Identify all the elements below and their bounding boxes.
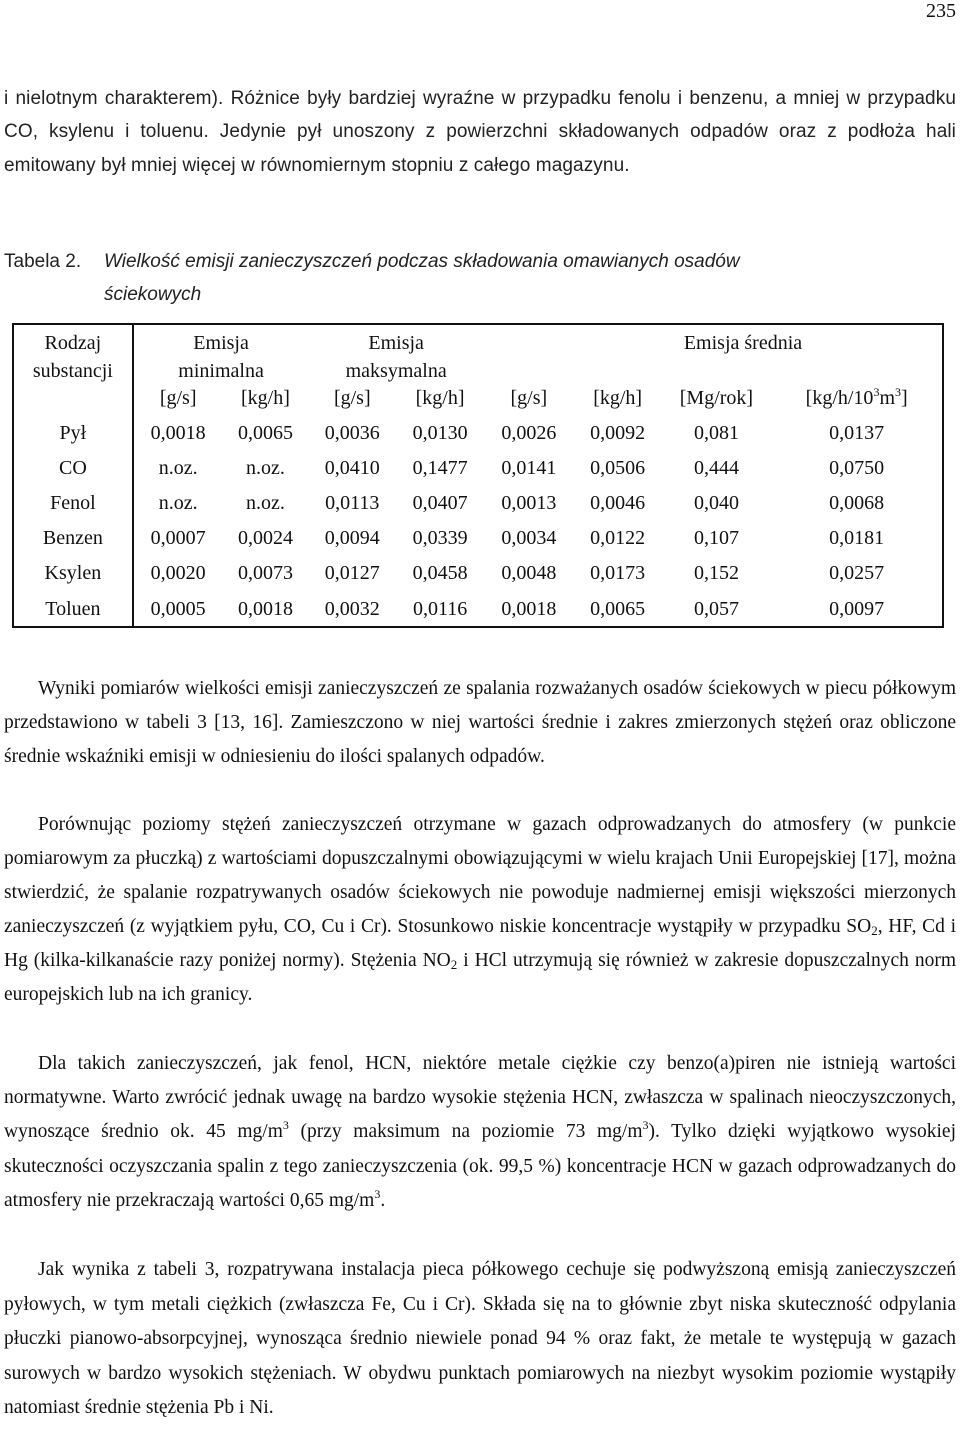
paragraph-hcn: Dla takich zanieczyszczeń, jak fenol, HCN, niektóre metale ciężkie czy benzo(a)piren nie istnieją wartości normatywne. Warto zwrócić jednak uwagę na bardzo wysokie stężenia HCN, zwłaszcza w spalinach nieoczyszczonych, wynoszące średnio ok. 45 $mg/m^3$ (przy maksimum na poziomie 73 $mg/m^3$). Tylko dzięki wyjątkowo wysokiej skuteczności oczyszczania spalin z tego zanieczyszczenia (ok. 99,5 %) koncentracje HCN w gazach odprowadzanych do atmosfery nie przekraczają wartości 0,65 $mg/m^3$. xyxy=(4,1053,956,1211)
value-cell: 0,0046 xyxy=(590,491,646,514)
value-cell: 0,0141 xyxy=(501,456,557,479)
emission-table xyxy=(12,323,944,628)
value-cell: 0,0048 xyxy=(501,562,557,585)
value-cell: 0,0181 xyxy=(829,527,885,550)
table-header-row xyxy=(13,324,943,381)
value-cell: 0,0005 xyxy=(150,597,206,620)
value-cell: 0,0122 xyxy=(590,527,646,550)
value-cell: 0,0339 xyxy=(412,527,468,550)
table-title-line2: ściekowych xyxy=(104,284,202,305)
value-cell: 0,0036 xyxy=(324,421,380,444)
table-row xyxy=(13,556,943,591)
value-cell: 0,0007 xyxy=(150,527,206,550)
header-emission-avg: Emisja średnia xyxy=(683,332,803,354)
table-row xyxy=(13,591,943,627)
unit-cell: $[kg/h/10^3m^3]$ xyxy=(805,385,908,409)
value-cell: 0,0116 xyxy=(412,597,468,620)
substance-name: Pył xyxy=(13,415,133,450)
header-substance: Rodzaj substancji xyxy=(13,324,133,415)
value-cell: 0,0020 xyxy=(150,562,206,585)
unit-cell: [g/s] xyxy=(510,387,548,409)
value-cell: 0,107 xyxy=(693,527,739,550)
page-number: 235 xyxy=(926,0,956,22)
value-cell: 0,152 xyxy=(693,562,739,585)
value-cell: 0,0130 xyxy=(412,421,468,444)
value-cell: n.oz. xyxy=(246,491,285,514)
value-cell: 0,0034 xyxy=(501,527,557,550)
value-cell: 0,0018 xyxy=(150,421,206,444)
table-row xyxy=(13,521,943,556)
header-emission-min: Emisja minimalna xyxy=(178,332,264,382)
table-row xyxy=(13,415,943,450)
paragraph-dust: Jak wynika z tabeli 3, rozpatrywana instalacja pieca półkowego cechuje się podwyższoną emisją zanieczyszczeń pyłowych, w tym metali ciężkich (zwłaszcza Fe, Cu i Cr). Składa się na to głównie zbyt niska skuteczność odpylania płuczki pianowo-absorpcyjnej, wynosząca średnio niewiele ponad 94 % oraz fakt, że metale te występują w gazach surowych w bardzo wysokich stężeniach. W obydwu punktach pomiarowych na niezbyt wysokim poziomie wystąpiły natomiast średnie stężenia Pb i Ni. xyxy=(4,1259,956,1418)
value-cell: n.oz. xyxy=(246,456,285,479)
table-label: Tabela 2. xyxy=(4,251,82,272)
unit-cell: [kg/h] xyxy=(593,387,643,409)
unit-cell: [kg/h] xyxy=(415,387,465,409)
value-cell: n.oz. xyxy=(158,491,198,514)
value-cell: 0,0407 xyxy=(412,491,468,514)
value-cell: 0,0410 xyxy=(324,456,380,479)
substance-name: Benzen xyxy=(13,521,133,556)
value-cell: 0,1477 xyxy=(412,456,468,479)
header-emission-max: Emisja maksymalna xyxy=(345,332,447,382)
substance-name: Toluen xyxy=(13,591,133,627)
paragraph-comparison: Porównując poziomy stężeń zanieczyszczeń otrzymane w gazach odprowadzanych do atmosfery (w punkcie pomiarowym za płuczką) z wartościami dopuszczalnymi obowiązującymi w wielu krajach Unii Europejskiej [17], można stwierdzić, że spalanie rozpatrywanych osadów ściekowych nie powoduje nadmiernej emisji większości mierzonych zanieczyszczeń (z wyjątkiem pyłu, CO, Cu i Cr). Stosunkowo niskie koncentracje wystąpiły w przypadku $SO_2$, HF, Cd i Hg (kilka-kilkanaście razy poniżej normy). Stężenia $NO_2$ i HCl utrzymują się również w zakresie dopuszczalnych norm europejskich lub na ich granicy. xyxy=(4,814,957,1005)
substance-name: CO xyxy=(13,450,133,485)
unit-cell: [g/s] xyxy=(159,387,197,409)
value-cell: 0,040 xyxy=(693,491,739,514)
value-cell: 0,0097 xyxy=(829,597,885,620)
value-cell: 0,0113 xyxy=(325,491,380,514)
value-cell: 0,0137 xyxy=(829,421,885,444)
value-cell: n.oz. xyxy=(158,456,198,479)
value-cell: 0,0173 xyxy=(590,562,646,585)
value-cell: 0,0013 xyxy=(501,491,557,514)
table-caption xyxy=(4,245,956,311)
table-row xyxy=(13,485,943,520)
value-cell: 0,0065 xyxy=(237,421,293,444)
value-cell: 0,0024 xyxy=(237,527,293,550)
substance-name: Fenol xyxy=(13,485,133,520)
table-title-line1: Wielkość emisji zanieczyszczeń podczas składowania omawianych osadów xyxy=(104,251,740,272)
value-cell: 0,0257 xyxy=(829,562,885,585)
table-units-row xyxy=(13,381,943,415)
table-row xyxy=(13,450,943,485)
value-cell: 0,0018 xyxy=(237,597,293,620)
value-cell: 0,057 xyxy=(693,597,739,620)
unit-cell: [Mg/rok] xyxy=(679,387,754,409)
value-cell: 0,0032 xyxy=(324,597,380,620)
substance-name: Ksylen xyxy=(13,556,133,591)
unit-cell: [g/s] xyxy=(333,387,371,409)
value-cell: 0,0018 xyxy=(501,597,557,620)
value-cell: 0,081 xyxy=(693,421,739,444)
paragraph-results: Wyniki pomiarów wielkości emisji zanieczyszczeń ze spalania rozważanych osadów ściekowych w piecu półkowym przedstawiono w tabeli 3 [13, 16]. Zamieszczono w niej wartości średnie i zakres zmierzonych stężeń oraz obliczone średnie wskaźniki emisji w odniesieniu do ilości spalanych odpadów. xyxy=(4,678,956,767)
intro-paragraph: i nielotnym charakterem). Różnice były bardziej wyraźne w przypadku fenolu i benzenu, a mniej w przypadku CO, ksylenu i toluenu. Jedynie pył unoszony z powierzchni składowanych odpadów oraz z podłoża hali emitowany był mniej więcej w równomiernym stopniu z całego magazynu. xyxy=(4,88,956,176)
value-cell: 0,444 xyxy=(693,456,739,479)
value-cell: 0,0750 xyxy=(829,456,885,479)
value-cell: 0,0065 xyxy=(590,597,646,620)
value-cell: 0,0458 xyxy=(412,562,468,585)
unit-cell: [kg/h] xyxy=(241,387,290,409)
value-cell: 0,0127 xyxy=(324,562,380,585)
value-cell: 0,0026 xyxy=(501,421,557,444)
value-cell: 0,0506 xyxy=(590,456,646,479)
value-cell: 0,0073 xyxy=(237,562,293,585)
value-cell: 0,0068 xyxy=(829,491,885,514)
value-cell: 0,0094 xyxy=(324,527,380,550)
value-cell: 0,0092 xyxy=(590,421,646,444)
